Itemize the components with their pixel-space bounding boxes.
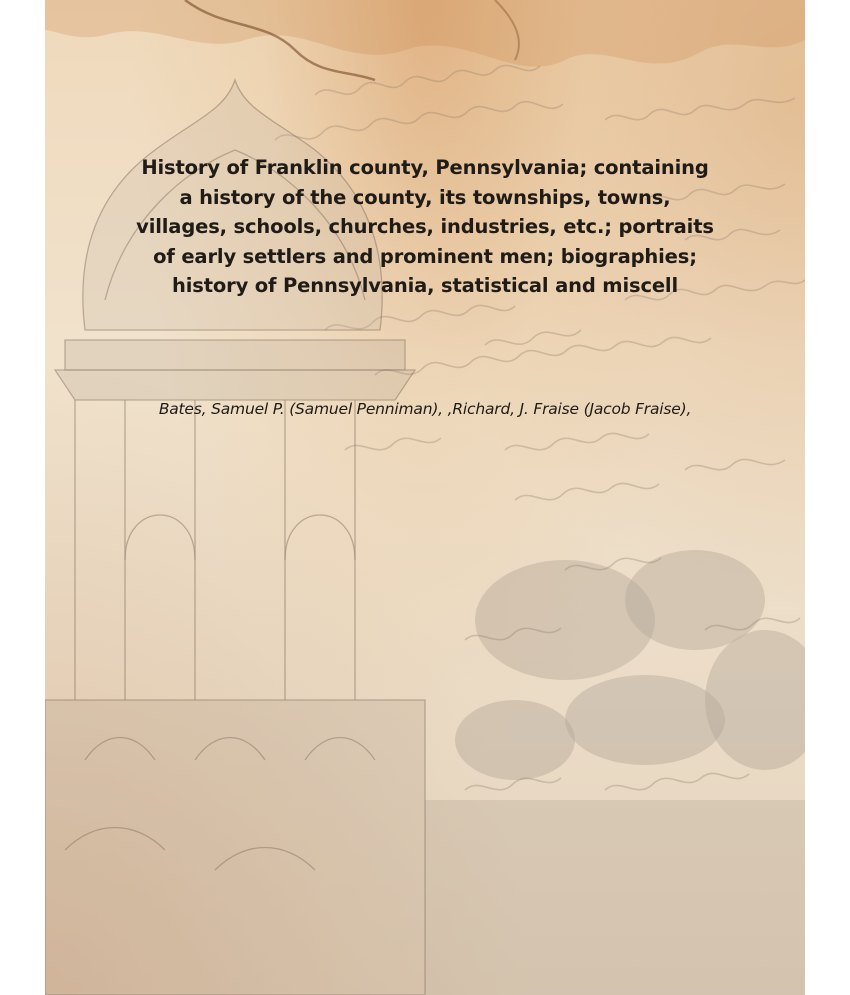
book-cover <box>45 0 805 995</box>
book-title: History of Franklin county, Pennsylvania; containing a history of the county, its townships, towns, villages, schools, churches, industries, etc.; portraits of early settlers and prominent men; biographies; history of Pennsylvania, statistical and miscell <box>136 156 714 297</box>
vintage-background-illustration <box>45 0 805 995</box>
book-authors: Bates, Samuel P. (Samuel Penniman), ,Richard, J. Fraise (Jacob Fraise), <box>158 400 692 418</box>
